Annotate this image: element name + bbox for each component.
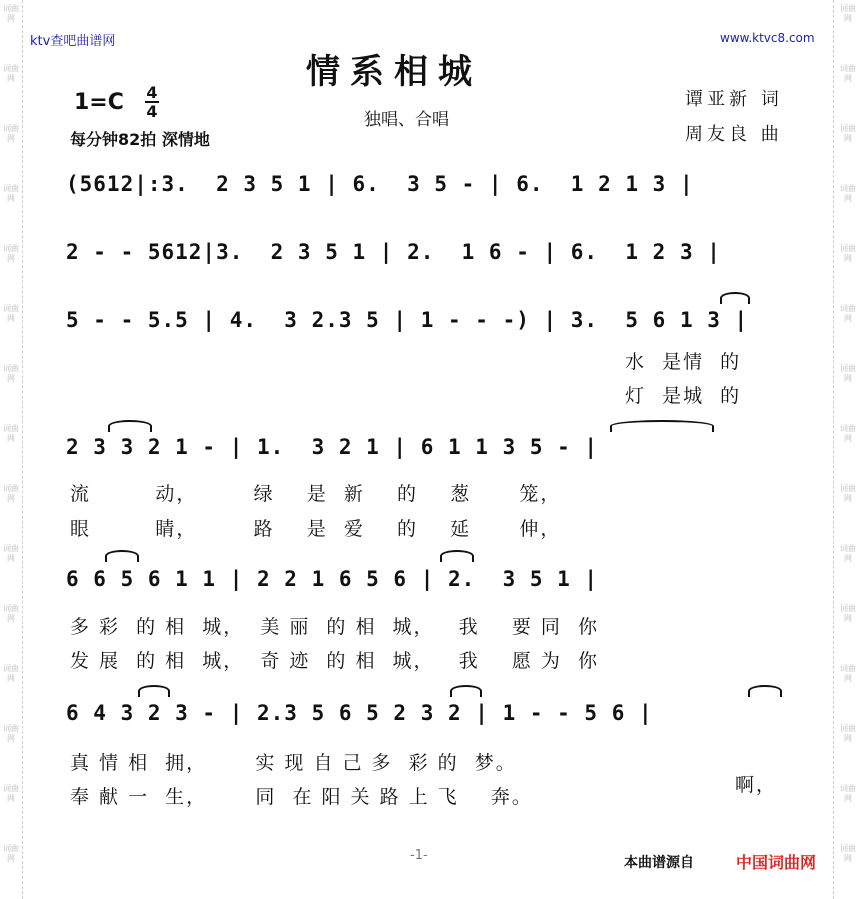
side-watermark: 词曲网 xyxy=(840,304,856,323)
side-watermark: 词曲网 xyxy=(840,244,856,263)
lyric-line-4-verse-1: 流 动， 绿 是 新 的 葱 笼， xyxy=(70,483,562,505)
side-watermark: 词曲网 xyxy=(3,784,19,803)
lyric-line-6-verse-2: 奉 献 一 生， 同 在 阳 关 路 上 飞 奔。 xyxy=(70,786,533,808)
side-watermark: 词曲网 xyxy=(840,544,856,563)
side-watermark: 词曲网 xyxy=(840,364,856,383)
tempo-marking: 每分钟82拍 深情地 xyxy=(70,130,210,149)
side-watermark: 词曲网 xyxy=(840,124,856,143)
side-watermark: 词曲网 xyxy=(3,544,19,563)
side-watermark: 词曲网 xyxy=(3,64,19,83)
score-line-5: 6 6 5 6 1 1 | 2 2 1 6 5 6 | 2. 3 5 1 | xyxy=(66,567,599,591)
lyricist-credit: 谭亚新 词 xyxy=(685,89,783,110)
side-watermark: 词曲网 xyxy=(3,364,19,383)
side-watermark: 词曲网 xyxy=(840,184,856,203)
side-watermark: 词曲网 xyxy=(840,484,856,503)
score-line-1: (5612|:3. 2 3 5 1 | 6. 3 5 - | 6. 1 2 1 3 | xyxy=(66,172,694,196)
tie-mark xyxy=(105,550,139,562)
lyric-interjection: 啊， xyxy=(735,774,778,796)
side-watermark: 词曲网 xyxy=(3,604,19,623)
lyric-line-3-verse-2: 灯 是城 的 xyxy=(625,385,742,407)
song-title: 情系相城 xyxy=(306,52,482,92)
performance-style: 独唱、合唱 xyxy=(364,110,449,130)
side-watermark: 词曲网 xyxy=(3,844,19,863)
score-line-4: 2 3 3 2 1 - | 1. 3 2 1 | 6 1 1 3 5 - | xyxy=(66,435,599,459)
side-watermark: 词曲网 xyxy=(840,784,856,803)
side-watermark: 词曲网 xyxy=(3,124,19,143)
lyric-line-5-verse-2: 发 展 的 相 城， 奇 迹 的 相 城， 我 愿 为 你 xyxy=(70,650,599,672)
source-label: 本曲谱源自 xyxy=(624,855,694,871)
score-line-6: 6 4 3 2 3 - | 2.3 5 6 5 2 3 2 | 1 - - 5 6 | xyxy=(66,701,653,725)
tie-mark xyxy=(108,420,152,432)
key-signature: 1=C xyxy=(74,90,124,115)
score-line-2: 2 - - 5612|3. 2 3 5 1 | 2. 1 6 - | 6. 1 2 3 | xyxy=(66,240,721,264)
side-watermark: 词曲网 xyxy=(3,484,19,503)
tie-mark xyxy=(748,685,782,697)
side-watermark: 词曲网 xyxy=(3,184,19,203)
side-watermark: 词曲网 xyxy=(840,64,856,83)
side-watermark: 词曲网 xyxy=(840,724,856,743)
lyric-line-4-verse-2: 眼 睛， 路 是 爱 的 延 伸， xyxy=(70,518,562,540)
side-watermark: 词曲网 xyxy=(3,304,19,323)
side-watermark: 词曲网 xyxy=(840,664,856,683)
side-watermark: 词曲网 xyxy=(840,604,856,623)
lyric-line-6-verse-1: 真 情 相 拥， 实 现 自 己 多 彩 的 梦。 xyxy=(70,752,517,774)
side-watermark: 词曲网 xyxy=(840,844,856,863)
side-watermark: 词曲网 xyxy=(3,724,19,743)
source-site-name[interactable]: 中国词曲网 xyxy=(736,853,817,872)
site-name-left[interactable]: ktv查吧曲谱网 xyxy=(30,34,116,49)
side-watermark: 词曲网 xyxy=(3,424,19,443)
tie-mark xyxy=(440,550,474,562)
composer-credit: 周友良 曲 xyxy=(685,124,783,145)
side-watermark: 词曲网 xyxy=(3,244,19,263)
tie-mark xyxy=(138,685,170,697)
tie-mark xyxy=(450,685,482,697)
side-watermark: 词曲网 xyxy=(3,664,19,683)
meter-top: 4 xyxy=(146,83,158,102)
side-watermark: 词曲网 xyxy=(840,4,856,23)
lyric-line-5-verse-1: 多 彩 的 相 城， 美 丽 的 相 城， 我 要 同 你 xyxy=(70,616,599,638)
tie-mark xyxy=(720,292,750,304)
lyric-line-3-verse-1: 水 是情 的 xyxy=(625,351,742,373)
time-signature xyxy=(145,84,159,120)
page-number: -1- xyxy=(410,848,428,863)
score-line-3: 5 - - 5.5 | 4. 3 2.3 5 | 1 - - -) | 3. 5 6 1 3 | xyxy=(66,308,749,332)
meter-bottom: 4 xyxy=(146,102,158,121)
side-watermark: 词曲网 xyxy=(3,4,19,23)
tie-mark xyxy=(610,420,714,432)
side-watermark: 词曲网 xyxy=(840,424,856,443)
site-url-right[interactable]: www.ktvc8.com xyxy=(720,31,815,45)
